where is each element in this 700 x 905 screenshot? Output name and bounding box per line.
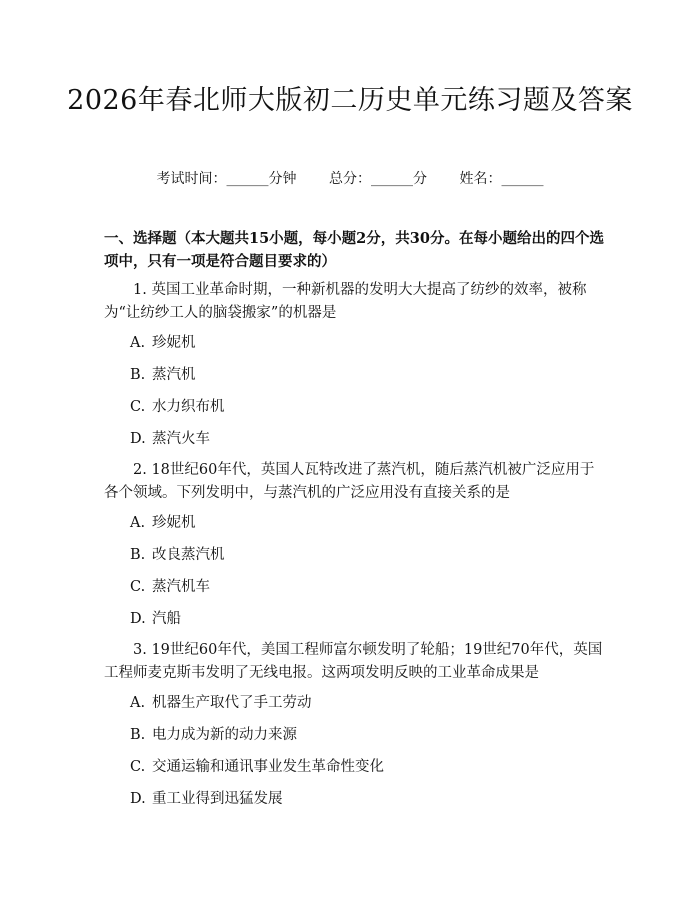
exam-score: 总分：______分: [329, 171, 427, 187]
option-text: 蒸汽火车: [152, 431, 210, 447]
option-text: 蒸汽机: [152, 367, 196, 383]
option-text: 重工业得到迅猛发展: [152, 791, 283, 807]
option-text: 蒸汽机车: [152, 579, 210, 595]
question-stem: 1. 英国工业革命时期，一种新机器的发明大大提高了纺纱的效率，被称为“让纺纱工人的脑袋搬家”的机器是: [104, 282, 587, 321]
option-text: 机器生产取代了手工劳动: [152, 695, 312, 711]
option-letter: C.: [130, 579, 146, 595]
option: [130, 513, 196, 533]
option-letter: D.: [130, 791, 146, 807]
option-letter: B.: [130, 367, 146, 383]
option-letter: A.: [130, 695, 146, 711]
section-heading: 一、选择题（本大题共15小题，每小题2分，共30分。在每小题给出的四个选项中，只有一项是符合题目要求的）: [104, 230, 604, 270]
option-letter: B.: [130, 727, 146, 743]
option-letter: B.: [130, 547, 146, 563]
option: [130, 365, 196, 385]
option-text: 交通运输和通讯事业发生革命性变化: [152, 759, 384, 775]
option: [130, 577, 210, 597]
option-text: 珍妮机: [152, 515, 196, 531]
option-text: 汽船: [152, 611, 181, 627]
option-letter: A.: [130, 335, 146, 351]
option-text: 珍妮机: [152, 335, 196, 351]
question-stem: 3. 19世纪60年代，美国工程师富尔顿发明了轮船；19世纪70年代，英国工程师麦克斯韦发明了无线电报。这两项发明反映的工业革命成果是: [104, 642, 603, 681]
option: [130, 757, 384, 777]
option-letter: C.: [130, 759, 146, 775]
option-letter: C.: [130, 399, 146, 415]
option: [130, 789, 283, 809]
option: [130, 333, 196, 353]
option: [130, 725, 297, 745]
option: [130, 429, 210, 449]
option-letter: A.: [130, 515, 146, 531]
option: [130, 609, 181, 629]
option: [130, 545, 225, 565]
option-text: 电力成为新的动力来源: [152, 727, 297, 743]
document-title: 2026年春北师大版初二历史单元练习题及答案: [67, 85, 633, 116]
option: [130, 397, 225, 417]
question-stem: 2. 18世纪60年代，英国人瓦特改进了蒸汽机，随后蒸汽机被广泛应用于各个领域。下列发明中，与蒸汽机的广泛应用没有直接关系的是: [104, 462, 595, 501]
exam-time: 考试时间：______分钟: [156, 171, 297, 187]
option-letter: D.: [130, 611, 146, 627]
option-text: 改良蒸汽机: [152, 547, 225, 563]
student-name: 姓名：______: [459, 171, 544, 187]
option-letter: D.: [130, 431, 146, 447]
option: [130, 693, 312, 713]
exam-meta: [0, 168, 700, 188]
option-text: 水力织布机: [152, 399, 225, 415]
